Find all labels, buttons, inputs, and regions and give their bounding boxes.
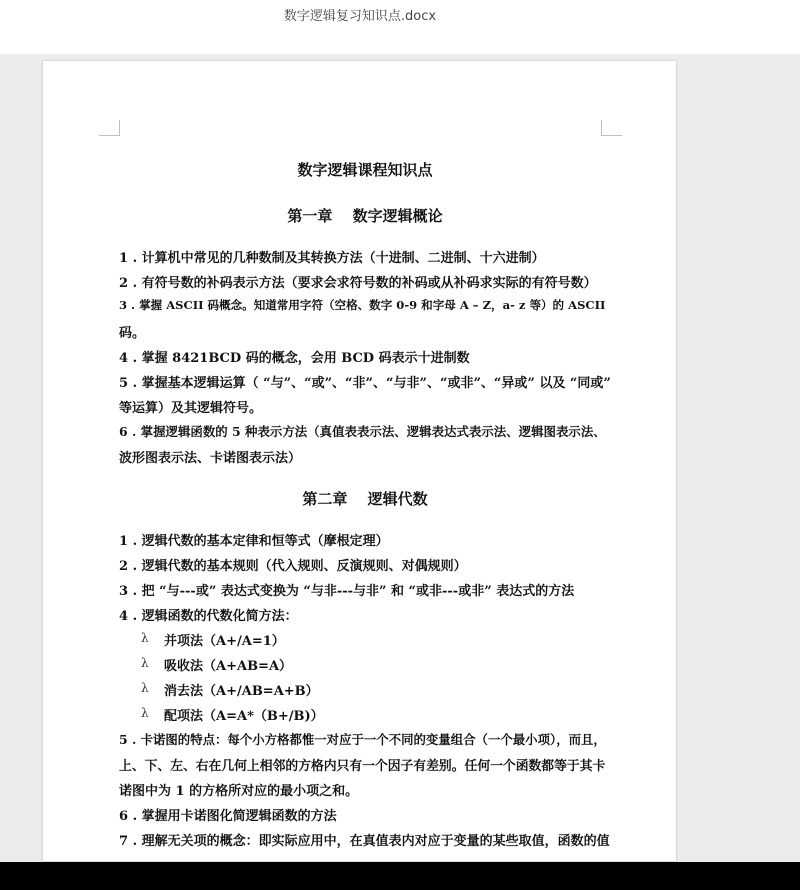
paragraph-line: 3 . 把 “与---或” 表达式变换为 “与非---与非” 和 “或非---或非” 表达式的方法: [119, 584, 575, 599]
paragraph-line: 1 . 计算机中常见的几种数制及其转换方法（十进制、二进制、十六进制）: [119, 251, 545, 266]
paragraph-line: 码。: [119, 326, 146, 341]
chapter-heading: 第一章 数字逻辑概论: [287, 207, 443, 225]
list-item: 吸收法（A+AB=A）: [164, 659, 293, 674]
document-filename: 数字逻辑复习知识点.docx: [283, 9, 437, 24]
document-title: 数字逻辑课程知识点: [297, 161, 433, 179]
paragraph-line: 1 . 逻辑代数的基本定律和恒等式（摩根定理）: [119, 534, 389, 549]
paragraph-line: 6 . 掌握逻辑函数的 5 种表示方法（真值表表示法、逻辑表达式表示法、逻辑图表示法、: [119, 424, 606, 439]
paragraph-line: 2 . 逻辑代数的基本规则（代入规则、反演规则、对偶规则）: [119, 559, 467, 574]
paragraph-line: 上、下、左、右在几何上相邻的方格内只有一个因子有差别。任何一个函数都等于其卡: [119, 759, 606, 774]
chapter-heading: 第二章 逻辑代数: [302, 490, 428, 508]
document-page[interactable]: [43, 61, 676, 861]
paragraph-line: 6 . 掌握用卡诺图化简逻辑函数的方法: [119, 809, 337, 824]
list-bullet: λ: [141, 706, 149, 720]
paragraph-line: 4 . 逻辑函数的代数化简方法：: [119, 609, 298, 624]
paragraph-line: 3 . 掌握 ASCII 码概念。知道常用字符（空格、数字 0-9 和字母 A – Z，a- z 等）的 ASCII: [119, 298, 606, 312]
title-bar: [0, 0, 800, 54]
paragraph-line: 诺图中为 1 的方格所对应的最小项之和。: [119, 784, 359, 799]
paragraph-line: 等运算）及其逻辑符号。: [119, 401, 263, 416]
paragraph-line: 5 . 卡诺图的特点：每个小方格都惟一对应于一个不同的变量组合（一个最小项），而且，: [119, 732, 606, 747]
paragraph-line: 波形图表示法、卡诺图表示法）: [119, 451, 302, 466]
list-bullet: λ: [141, 631, 149, 645]
paragraph-line: 7 . 理解无关项的概念：即实际应用中，在真值表内对应于变量的某些取值，函数的值: [119, 834, 610, 849]
paragraph-line: 2 . 有符号数的补码表示方法（要求会求符号数的补码或从补码求实际的有符号数）: [119, 276, 597, 291]
list-item: 配项法（A=A*（B+/B)）: [164, 709, 324, 724]
paragraph-line: 4 . 掌握 8421BCD 码的概念，会用 BCD 码表示十进制数: [119, 351, 470, 366]
paragraph-line: 5 . 掌握基本逻辑运算（ “与”、“或”、“非”、“与非”、“或非”、“异或” 以及 “同或”: [119, 376, 611, 391]
list-bullet: λ: [141, 681, 149, 695]
list-item: 消去法（A+/AB=A+B）: [164, 684, 319, 699]
margin-corner-mark: [601, 120, 622, 136]
list-item: 并项法（A+/A=1）: [164, 634, 285, 649]
bottom-bar: [0, 862, 800, 890]
list-bullet: λ: [141, 656, 149, 670]
margin-corner-mark: [99, 120, 120, 136]
